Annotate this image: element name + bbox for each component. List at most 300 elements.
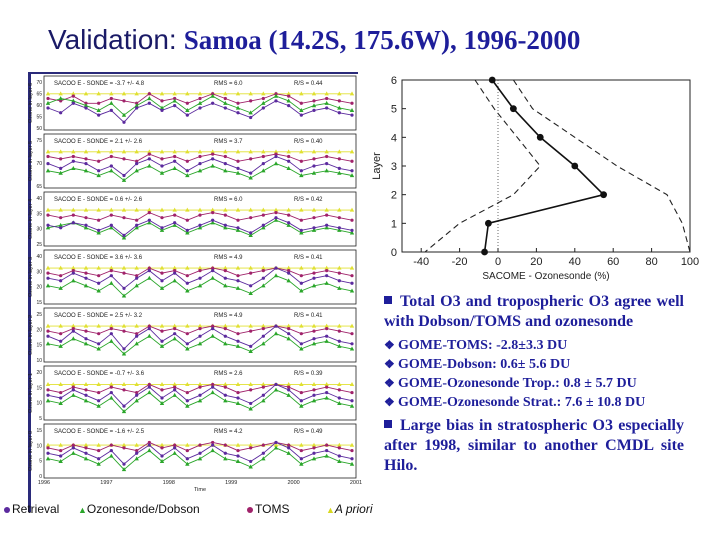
retrieval-point [325,391,328,394]
toms-point [338,99,341,102]
retrieval-point [72,330,75,333]
panel-ytick-label: 70 [36,161,42,167]
panel-rms: RMS = 4.2 [214,429,243,435]
retrieval-point [173,272,176,275]
retrieval-point [135,452,138,455]
toms-point [224,386,227,389]
toms-point [262,97,265,100]
sonde-point [46,283,50,287]
toms-point [236,102,239,105]
toms-point [122,446,125,449]
retrieval-point [84,106,87,109]
retrieval-point [312,226,315,229]
retrieval-point [72,160,75,163]
retrieval-point [160,164,163,167]
panel-ratio: R/S = 0.39 [294,371,323,377]
toms-point [160,388,163,391]
panel-stats: SACOO E - SONDE = 2.1 +/- 2.6 [54,139,143,145]
sonde-point [172,166,176,170]
retrieval-point [338,454,341,457]
panel-rms: RMS = 3.7 [214,139,243,145]
y-tick-label: 6 [390,75,397,87]
retrieval-point [186,282,189,285]
retrieval-point [186,399,189,402]
retrieval-point [135,162,138,165]
sonde-point [109,168,113,172]
panel-rms: RMS = 6.0 [214,197,243,203]
sub-bullet-list [384,336,684,412]
panel-ylabel: Ozone in layer 0 [28,430,34,472]
retrieval-point [211,157,214,160]
panel-stats: SACOO E - SONDE = 0.6 +/- 2.6 [54,197,143,203]
panel-year-tick: 1997 [100,480,113,486]
toms-point [249,330,252,333]
sonde-point [210,334,214,338]
retrieval-point [97,169,100,172]
bias-point [600,191,607,198]
toms-point [110,214,113,217]
retrieval-point [173,221,176,224]
toms-point [325,214,328,217]
retrieval-point [249,402,252,405]
toms-point [312,216,315,219]
retrieval-point [122,347,125,350]
toms-point [300,274,303,277]
toms-point [338,446,341,449]
sub-bullet-sonde-strat: ❖ GOME-Ozonesonde Strat.: 7.6 ± 10.8 DU [384,395,646,410]
bias-point [571,163,578,170]
retrieval-point [198,452,201,455]
time-series-panels [0,74,363,504]
retrieval-point [236,167,239,170]
retrieval-point [236,396,239,399]
toms-point [224,155,227,158]
toms-point [186,332,189,335]
y-tick-label: 5 [390,103,397,116]
bias-profile-chart [362,72,702,280]
toms-point [198,214,201,217]
sonde-point [109,101,113,105]
panel-ytick-label: 10 [36,443,42,450]
toms-point [46,272,49,275]
toms-point [198,97,201,100]
retrieval-point [338,396,341,399]
toms-point [224,327,227,330]
retrieval-point [122,174,125,177]
retrieval-point [84,337,87,340]
toms-point [224,269,227,272]
toms-point [173,327,176,330]
legend-toms: TOMS [247,502,289,516]
retrieval-point [274,216,277,219]
toms-point [211,211,214,214]
toms-point [148,211,151,214]
retrieval-point [97,342,100,345]
retrieval-dot-icon [4,507,10,513]
panel-stats: SACOO E - SONDE = -0.7 +/- 3.6 [54,371,145,377]
toms-point [325,444,328,447]
retrieval-point [300,282,303,285]
slide-title [48,24,580,57]
retrieval-point [97,229,100,232]
retrieval-point [325,106,328,109]
toms-point [300,219,303,222]
bias-point [485,220,492,227]
x-tick-label: 40 [568,256,581,268]
retrieval-point [287,272,290,275]
retrieval-point [236,279,239,282]
toms-point [59,216,62,219]
retrieval-point [198,106,201,109]
toms-point [84,216,87,219]
retrieval-point [300,342,303,345]
retrieval-point [211,219,214,222]
toms-point [287,155,290,158]
toms-point [287,95,290,98]
retrieval-point [135,277,138,280]
toms-point [312,272,315,275]
toms-point [312,157,315,160]
toms-point [84,272,87,275]
panel-time-label: Time [193,487,207,493]
retrieval-point [262,335,265,338]
retrieval-point [148,327,151,330]
toms-point [84,330,87,333]
retrieval-point [350,282,353,285]
retrieval-point [186,229,189,232]
retrieval-point [198,335,201,338]
toms-point [338,388,341,391]
retrieval-point [59,111,62,114]
toms-point [72,155,75,158]
panel-rms: RMS = 2.6 [214,371,243,377]
y-axis-label: Layer [371,152,383,180]
retrieval-point [122,287,125,290]
retrieval-point [262,452,265,455]
retrieval-point [262,277,265,280]
retrieval-point [84,452,87,455]
sonde-point [324,168,328,172]
toms-point [148,153,151,156]
retrieval-point [325,274,328,277]
toms-point [160,157,163,160]
retrieval-point [198,277,201,280]
retrieval-point [262,106,265,109]
sonde-point [172,336,176,340]
retrieval-point [262,162,265,165]
panel-ratio: R/S = 0.44 [294,81,323,87]
panel-ytick-label: 20 [36,370,42,376]
toms-point [249,446,252,449]
panel-ylabel: Ozone in layer 2 [28,314,34,356]
x-tick-label: 80 [645,256,658,268]
retrieval-point [59,167,62,170]
toms-point [46,388,49,391]
panel-rms: RMS = 4.9 [214,313,243,319]
panel-ytick-label: 10 [36,400,42,407]
panel-ytick-label: 30 [36,226,42,233]
toms-point [249,157,252,160]
x-tick-label: 20 [530,256,543,268]
retrieval-point [236,226,239,229]
retrieval-point [338,340,341,343]
panel-ratio: R/S = 0.41 [294,255,323,261]
sonde-point [147,390,151,394]
retrieval-point [72,102,75,105]
sonde-point [147,164,151,168]
retrieval-point [135,394,138,397]
retrieval-point [110,449,113,452]
retrieval-point [287,446,290,449]
toms-point [274,211,277,214]
sonde-point [134,456,138,460]
panel-ytick-label: 0 [39,474,42,480]
retrieval-point [338,226,341,229]
panel-ytick-label: 35 [36,211,42,218]
toms-point [186,274,189,277]
panel-ytick-label: 15 [36,385,42,392]
retrieval-point [274,441,277,444]
retrieval-point [160,396,163,399]
retrieval-point [148,102,151,105]
retrieval-point [274,99,277,102]
toms-point [186,160,189,163]
panel-ytick-label: 10 [36,358,42,364]
sonde-point [46,168,50,172]
panel-year-tick: 2001 [349,480,363,486]
toms-point [312,446,315,449]
retrieval-point [312,164,315,167]
toms-point [72,214,75,217]
panel-year-tick: 1996 [37,480,51,486]
diamond-bullet-icon: ❖ [384,338,395,352]
toms-point [122,330,125,333]
retrieval-point [46,452,49,455]
panel-ytick-label: 70 [36,80,42,86]
toms-point [350,449,353,452]
sonde-point [71,451,75,455]
panel-ylabel: Ozone in layer 5 [28,140,34,182]
retrieval-point [84,224,87,227]
retrieval-point [211,102,214,105]
retrieval-point [72,221,75,224]
toms-point [148,92,151,95]
sonde-point [172,393,176,397]
sonde-point [109,339,113,343]
sonde-point [71,278,75,282]
retrieval-point [122,405,125,408]
title-lead: Validation: [48,24,177,55]
retrieval-point [135,335,138,338]
retrieval-point [274,266,277,269]
y-tick-label: 1 [390,218,397,231]
retrieval-point [46,162,49,165]
sonde-point [198,456,202,460]
sub-bullet-dobson: ❖ GOME-Dobson: 0.6± 5.6 DU [384,357,571,372]
retrieval-point [249,172,252,175]
retrieval-point [59,340,62,343]
retrieval-point [287,160,290,163]
sonde-point [109,281,113,285]
retrieval-point [110,391,113,394]
toms-point [110,97,113,100]
x-tick-label: -40 [413,256,430,268]
toms-point [122,99,125,102]
panel-year-tick: 1998 [162,480,175,486]
plot-frame [402,80,690,252]
retrieval-point [312,452,315,455]
retrieval-line [48,157,352,176]
toms-point [287,214,290,217]
retrieval-point [300,399,303,402]
toms-point [110,386,113,389]
title-site: Samoa (14.2S, 175.6W), 1996-2000 [183,25,581,55]
toms-point [198,269,201,272]
toms-point [186,219,189,222]
retrieval-point [224,106,227,109]
toms-point [97,219,100,222]
sonde-point [210,276,214,280]
retrieval-point [249,460,252,463]
retrieval-point [198,162,201,165]
sonde-triangle-icon: ▲ [78,505,87,515]
toms-point [262,214,265,217]
retrieval-point [110,164,113,167]
retrieval-point [325,449,328,452]
x-tick-label: 0 [494,256,502,268]
sonde-point [172,451,176,455]
toms-point [350,391,353,394]
apriori-triangle-icon: ▲ [326,505,335,515]
sonde-point [324,339,328,343]
toms-point [338,216,341,219]
retrieval-point [84,277,87,280]
toms-point [97,160,100,163]
toms-point [300,449,303,452]
retrieval-point [350,342,353,345]
square-bullet-icon [384,296,392,304]
panel-ylabel: Ozone in layer 4 [28,198,34,240]
toms-point [84,446,87,449]
retrieval-point [59,454,62,457]
retrieval-point [186,114,189,117]
retrieval-point [160,340,163,343]
retrieval-point [211,327,214,330]
toms-point [249,99,252,102]
toms-point [350,274,353,277]
sonde-point [109,454,113,458]
toms-point [160,446,163,449]
panel-ytick-label: 60 [36,103,42,109]
retrieval-point [122,121,125,124]
retrieval-point [160,279,163,282]
retrieval-point [122,234,125,237]
sonde-point [210,390,214,394]
retrieval-point [224,335,227,338]
sonde-point [324,101,328,105]
retrieval-point [287,221,290,224]
sonde-point [147,276,151,280]
toms-point [236,274,239,277]
toms-point [97,332,100,335]
retrieval-point [84,394,87,397]
toms-point [338,157,341,160]
retrieval-point [236,111,239,114]
retrieval-point [97,114,100,117]
toms-point [249,216,252,219]
panel-ytick-label: 5 [39,416,42,422]
sonde-point [274,387,278,391]
bias-point [510,105,517,112]
toms-point [84,388,87,391]
panel-ytick-label: 5 [39,458,42,465]
sonde-point [71,336,75,340]
retrieval-point [350,229,353,232]
sonde-point [172,278,176,282]
retrieval-point [46,277,49,280]
sonde-point [134,398,138,402]
retrieval-point [160,226,163,229]
toms-point [236,219,239,222]
toms-point [249,272,252,275]
retrieval-point [350,457,353,460]
retrieval-point [186,169,189,172]
toms-point [84,157,87,160]
panel-ytick-label: 15 [36,428,42,434]
toms-point [300,332,303,335]
sonde-point [147,334,151,338]
toms-point [325,327,328,330]
toms-point [72,95,75,98]
retrieval-point [84,162,87,165]
toms-point [350,160,353,163]
retrieval-point [198,224,201,227]
panel-ratio: R/S = 0.42 [294,197,323,203]
toms-point [287,327,290,330]
retrieval-point [173,446,176,449]
diamond-bullet-icon: ❖ [384,395,395,409]
retrieval-point [97,457,100,460]
retrieval-point [350,114,353,117]
panel-rms: RMS = 4.9 [214,255,243,261]
toms-point [46,97,49,100]
retrieval-point [160,109,163,112]
retrieval-point [97,282,100,285]
toms-point [160,99,163,102]
sonde-point [46,341,50,345]
sonde-point [274,331,278,335]
sonde-point [122,178,126,182]
retrieval-point [110,109,113,112]
toms-point [211,153,214,156]
retrieval-point [59,396,62,399]
toms-point [312,330,315,333]
sonde-point [46,456,50,460]
sonde-point [210,164,214,168]
x-tick-label: -20 [451,256,468,268]
toms-point [325,155,328,158]
sonde-point [198,398,202,402]
retrieval-point [186,342,189,345]
retrieval-point [110,332,113,335]
retrieval-point [312,394,315,397]
retrieval-point [211,269,214,272]
spread-right-line [513,80,690,252]
bias-profile-line [485,80,604,252]
retrieval-point [300,114,303,117]
toms-point [338,272,341,275]
retrieval-point [338,111,341,114]
